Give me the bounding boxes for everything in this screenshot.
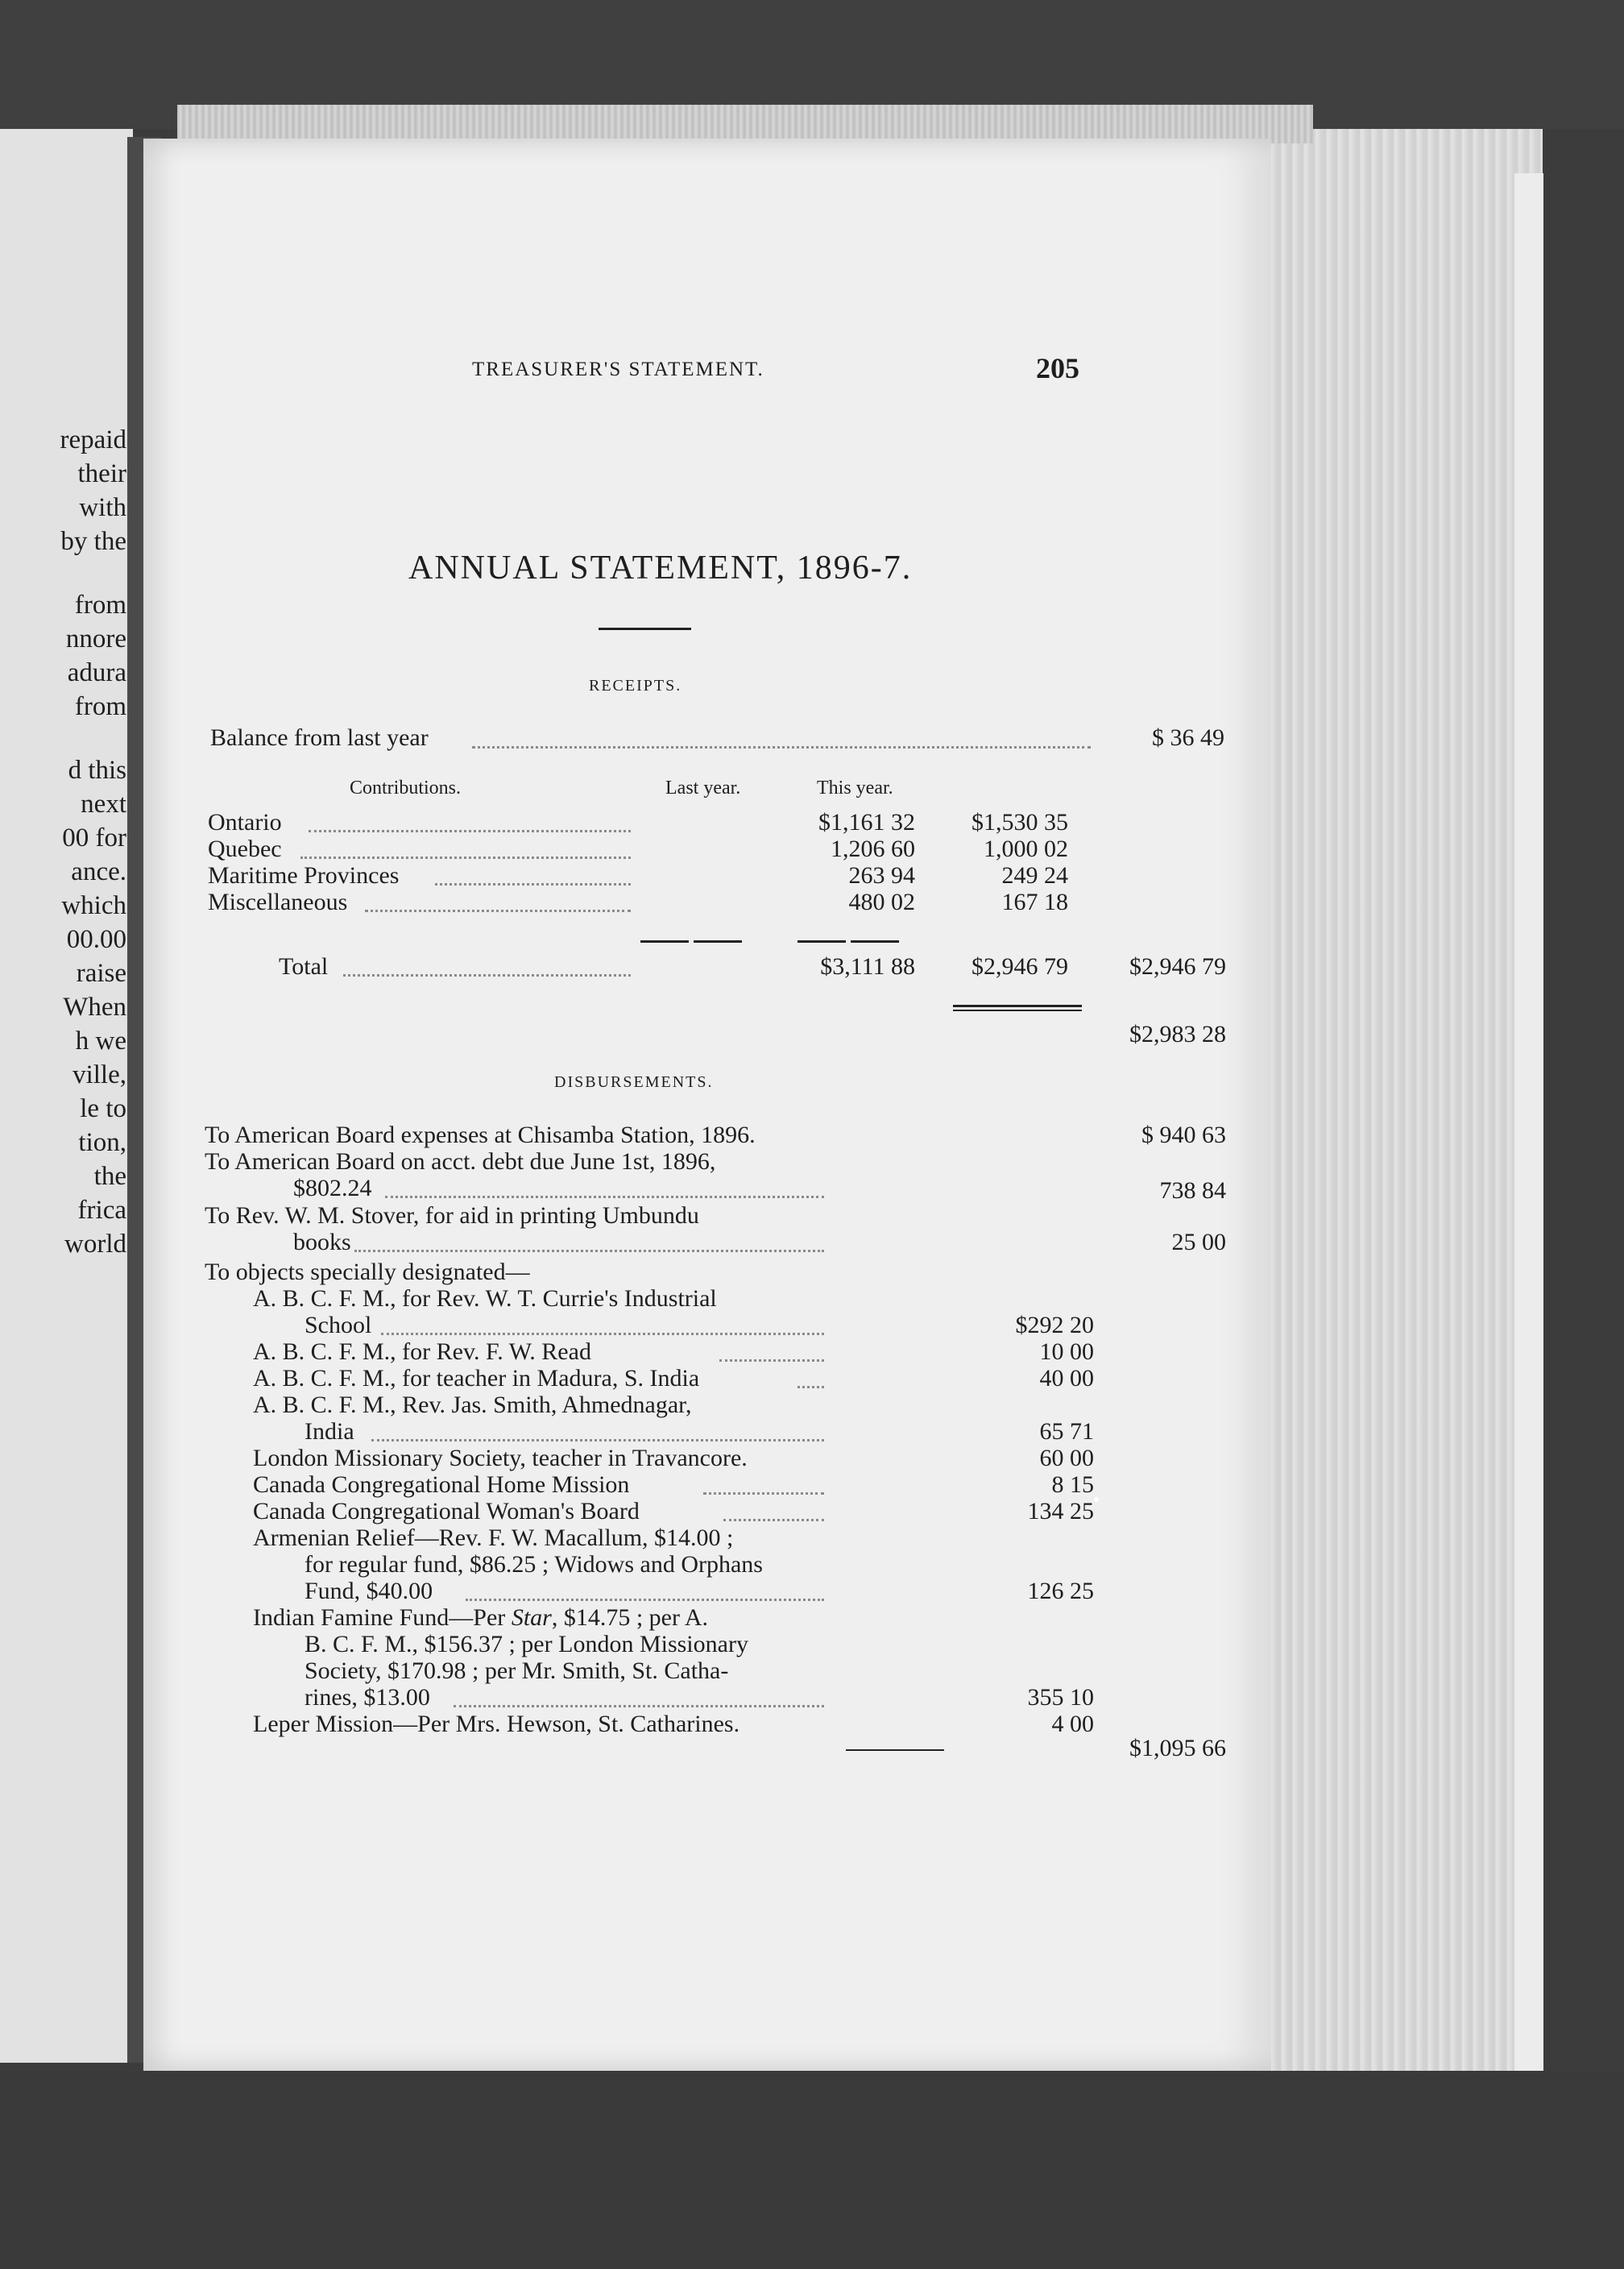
book-page-edges-outer bbox=[1514, 173, 1543, 2071]
contrib-this: $1,530 35 bbox=[972, 809, 1068, 836]
special-amount: 65 71 bbox=[1039, 1418, 1094, 1445]
left-page-line: h we bbox=[75, 1027, 126, 1056]
special-line-italic: Star bbox=[511, 1604, 552, 1631]
disbursement-amount: 25 00 bbox=[1171, 1229, 1226, 1255]
left-page-line: ville, bbox=[72, 1060, 126, 1089]
contrib-label: Quebec bbox=[208, 836, 282, 862]
contrib-label: Ontario bbox=[208, 809, 282, 836]
special-line: A. B. C. F. M., for Rev. W. T. Currie's Industrial bbox=[253, 1285, 717, 1312]
contrib-this: 1,000 02 bbox=[984, 836, 1068, 862]
main-page bbox=[143, 139, 1271, 2071]
contrib-this: 249 24 bbox=[1001, 862, 1068, 889]
grand-total-rule bbox=[953, 1010, 1082, 1011]
special-line: Canada Congregational Woman's Board bbox=[253, 1498, 640, 1524]
leader-dots bbox=[371, 1437, 824, 1441]
special-total: $1,095 66 bbox=[1129, 1735, 1226, 1761]
special-line: rines, $13.00 bbox=[304, 1684, 430, 1711]
left-page-line: which bbox=[61, 891, 126, 920]
special-line: B. C. F. M., $156.37 ; per London Missionary bbox=[304, 1631, 748, 1657]
special-line: London Missionary Society, teacher in Travancore. bbox=[253, 1445, 748, 1471]
total-this-year: $2,946 79 bbox=[972, 953, 1068, 980]
special-line: A. B. C. F. M., Rev. Jas. Smith, Ahmednagar, bbox=[253, 1392, 692, 1418]
leader-dots bbox=[385, 1194, 824, 1198]
special-line-part: Indian Famine Fund—Per bbox=[253, 1604, 512, 1631]
leader-dots bbox=[466, 1597, 824, 1601]
book-top-edge bbox=[177, 105, 1313, 143]
receipts-heading: RECEIPTS. bbox=[589, 677, 682, 695]
grand-total-rule bbox=[953, 1005, 1082, 1007]
contrib-last: 263 94 bbox=[848, 862, 915, 889]
leader-dots bbox=[300, 855, 631, 859]
leader-dots bbox=[723, 1517, 824, 1521]
special-line: Armenian Relief—Rev. F. W. Macallum, $14.00 ; bbox=[253, 1524, 734, 1551]
left-page-line: repaid bbox=[60, 425, 126, 454]
contrib-label: Miscellaneous bbox=[208, 889, 348, 915]
leader-dots bbox=[365, 908, 631, 912]
disbursement-amount: 738 84 bbox=[1159, 1177, 1226, 1204]
sum-rule bbox=[694, 940, 742, 943]
left-page-line: ance. bbox=[71, 857, 126, 886]
running-header: TREASURER'S STATEMENT. bbox=[472, 359, 764, 380]
col-last-year: Last year. bbox=[665, 778, 741, 799]
special-amount: 60 00 bbox=[1039, 1445, 1094, 1471]
left-page-line: When bbox=[63, 993, 126, 1022]
left-page-line: d this bbox=[68, 756, 126, 785]
leader-dots bbox=[719, 1358, 824, 1362]
disbursements-heading: DISBURSEMENTS. bbox=[554, 1073, 714, 1091]
special-line: India bbox=[304, 1418, 354, 1445]
total-label: Total bbox=[279, 953, 329, 980]
special-line: Fund, $40.00 bbox=[304, 1578, 433, 1604]
book-page-edges bbox=[1253, 129, 1543, 2071]
contrib-last: 480 02 bbox=[848, 889, 915, 915]
title-rule bbox=[599, 628, 691, 630]
left-page-line: the bbox=[93, 1162, 126, 1191]
left-page-line: 00 for bbox=[62, 823, 126, 852]
special-amount: 40 00 bbox=[1039, 1365, 1094, 1392]
contrib-last: $1,161 32 bbox=[818, 809, 915, 836]
left-page-line: adura bbox=[67, 658, 126, 687]
left-page-line: frica bbox=[77, 1196, 126, 1225]
special-amount: 126 25 bbox=[1027, 1578, 1094, 1604]
left-page-line: raise bbox=[76, 959, 126, 988]
special-line-part: , $14.75 ; per A. bbox=[551, 1604, 708, 1631]
balance-amount: $ 36 49 bbox=[1152, 724, 1224, 751]
disbursement-line: To American Board on acct. debt due June 1st, 1896, bbox=[205, 1148, 716, 1175]
special-line: for regular fund, $86.25 ; Widows and Orphans bbox=[304, 1551, 763, 1578]
special-line: Society, $170.98 ; per Mr. Smith, St. Catha- bbox=[304, 1657, 729, 1684]
leader-dots bbox=[343, 973, 631, 977]
contrib-last: 1,206 60 bbox=[831, 836, 915, 862]
left-page-line: world bbox=[64, 1230, 126, 1259]
leader-dots bbox=[354, 1248, 824, 1252]
left-page-line: with bbox=[79, 493, 126, 522]
special-line: Leper Mission—Per Mrs. Hewson, St. Catharines. bbox=[253, 1711, 740, 1737]
leader-dots bbox=[472, 745, 1091, 749]
special-line: A. B. C. F. M., for Rev. F. W. Read bbox=[253, 1338, 591, 1365]
disbursement-amount: $ 940 63 bbox=[1141, 1122, 1226, 1148]
left-facing-page bbox=[0, 129, 133, 2063]
disbursement-line: books bbox=[293, 1229, 351, 1255]
special-amount: 4 00 bbox=[1051, 1711, 1094, 1737]
disbursement-line: To American Board expenses at Chisamba Station, 1896. bbox=[205, 1122, 756, 1148]
leader-dots bbox=[454, 1703, 824, 1707]
special-line: Canada Congregational Home Mission bbox=[253, 1471, 630, 1498]
scan-background-bottom bbox=[0, 2071, 1624, 2269]
grand-total: $2,983 28 bbox=[1129, 1021, 1226, 1047]
special-amount: $292 20 bbox=[1015, 1312, 1094, 1338]
left-page-line: their bbox=[77, 459, 126, 488]
special-line: School bbox=[304, 1312, 372, 1338]
special-amount: 355 10 bbox=[1027, 1684, 1094, 1711]
page-number: 205 bbox=[1036, 352, 1079, 384]
special-line bbox=[253, 1604, 708, 1632]
leader-dots bbox=[798, 1384, 824, 1388]
disbursement-line: To Rev. W. M. Stover, for aid in printing Umbundu bbox=[205, 1202, 699, 1229]
leader-dots bbox=[703, 1491, 824, 1495]
left-page-line: next bbox=[81, 790, 126, 819]
statement-title: ANNUAL STATEMENT, 1896-7. bbox=[408, 550, 913, 587]
col-contributions: Contributions. bbox=[350, 778, 462, 799]
total-last-year: $3,111 88 bbox=[820, 953, 915, 980]
total-carried: $2,946 79 bbox=[1129, 953, 1226, 980]
special-amount: 8 15 bbox=[1051, 1471, 1094, 1498]
left-page-line: by the bbox=[60, 527, 126, 556]
left-page-line: tion, bbox=[78, 1128, 126, 1157]
special-total-rule bbox=[846, 1749, 944, 1751]
leader-dots bbox=[309, 828, 631, 832]
left-page-line: 00.00 bbox=[66, 925, 126, 954]
left-page-line: from bbox=[74, 591, 126, 620]
sum-rule bbox=[640, 940, 689, 943]
disbursement-line: $802.24 bbox=[293, 1175, 372, 1201]
balance-label: Balance from last year bbox=[210, 724, 429, 751]
contrib-label: Maritime Provinces bbox=[208, 862, 400, 889]
leader-dots bbox=[435, 881, 631, 886]
special-heading: To objects specially designated— bbox=[205, 1259, 530, 1285]
left-page-line: le to bbox=[80, 1094, 126, 1123]
left-page-line: nnore bbox=[65, 624, 126, 653]
col-this-year: This year. bbox=[817, 778, 893, 799]
special-line: A. B. C. F. M., for teacher in Madura, S. India bbox=[253, 1365, 700, 1392]
contrib-this: 167 18 bbox=[1001, 889, 1068, 915]
left-page-line: from bbox=[74, 692, 126, 721]
special-amount: 134 25 bbox=[1027, 1498, 1094, 1524]
special-amount: 10 00 bbox=[1039, 1338, 1094, 1365]
sum-rule bbox=[798, 940, 846, 943]
scan-speck bbox=[1094, 1497, 1099, 1502]
leader-dots bbox=[381, 1331, 824, 1335]
sum-rule bbox=[851, 940, 899, 943]
